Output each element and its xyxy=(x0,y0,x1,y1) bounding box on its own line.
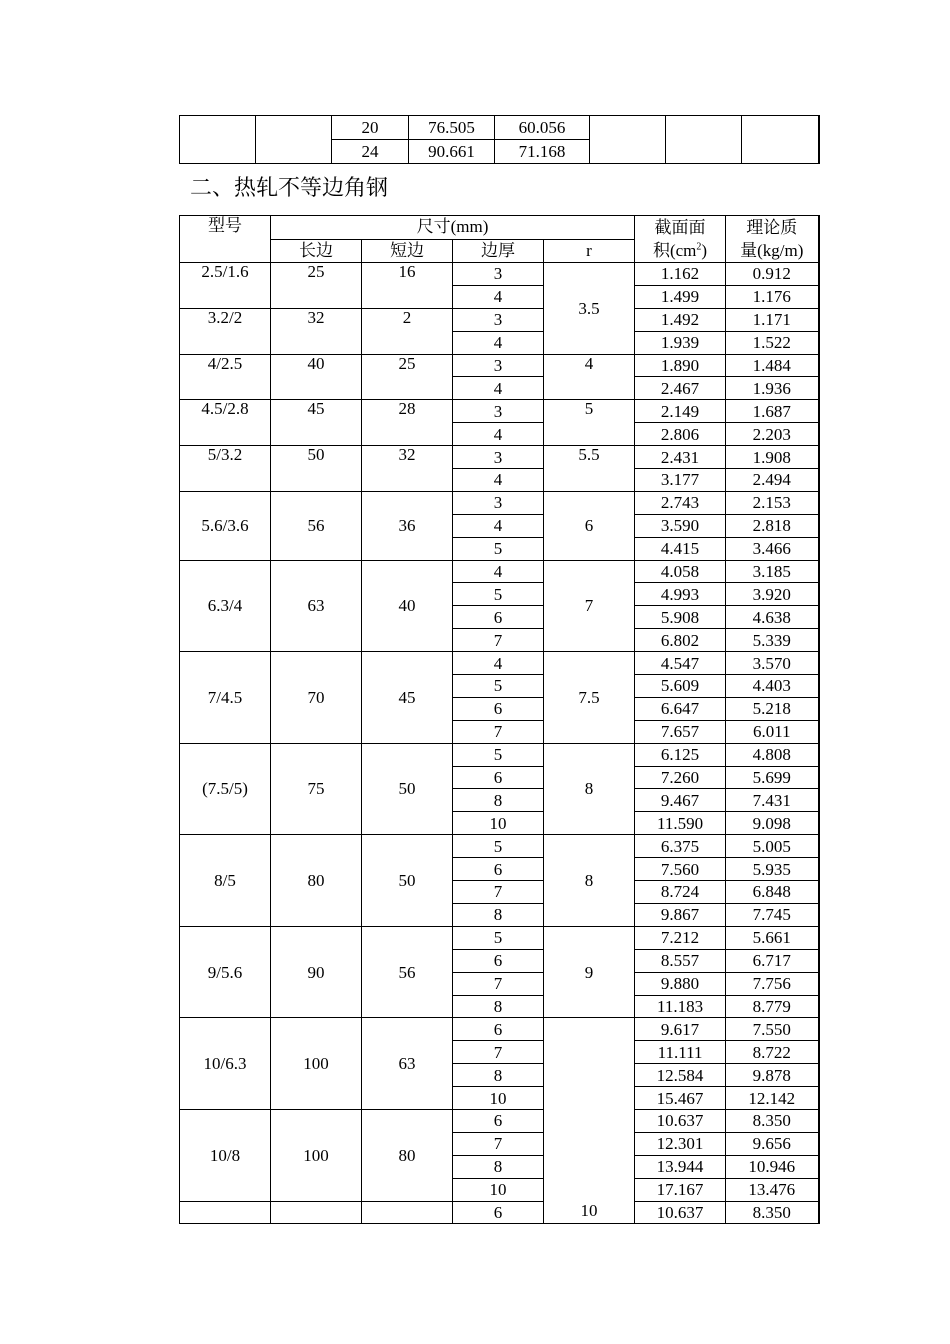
mass-cell: 13.476 xyxy=(726,1178,819,1201)
model-cell: (7.5/5) xyxy=(180,743,271,835)
long-side-cell: 56 xyxy=(271,491,362,560)
area-cell: 7.212 xyxy=(635,926,726,949)
unequal-angle-steel-table xyxy=(179,215,820,1224)
table-row xyxy=(180,446,819,469)
area-cell: 3.590 xyxy=(635,514,726,537)
thickness-cell: 6 xyxy=(453,1018,544,1041)
empty-cell xyxy=(271,1201,362,1224)
model-cell: 5.6/3.6 xyxy=(180,491,271,560)
thickness-cell: 4 xyxy=(453,560,544,583)
area-cell: 4.547 xyxy=(635,652,726,675)
mass-cell: 3.920 xyxy=(726,583,819,606)
thickness-cell: 7 xyxy=(453,972,544,995)
area-cell: 10.637 xyxy=(635,1109,726,1132)
empty-cell xyxy=(362,1201,453,1224)
mass-cell: 5.339 xyxy=(726,629,819,652)
thickness-cell: 6 xyxy=(453,858,544,881)
long-side-cell: 90 xyxy=(271,926,362,1018)
thickness-cell: 7 xyxy=(453,881,544,904)
header-area-line1: 截面面 xyxy=(654,218,706,237)
r-cell: 7 xyxy=(544,560,635,652)
model-cell: 9/5.6 xyxy=(180,926,271,1018)
header-model: 型号 xyxy=(180,216,271,263)
thickness-cell: 4 xyxy=(453,423,544,446)
area-cell: 17.167 xyxy=(635,1178,726,1201)
r-cell: 10 xyxy=(544,1018,635,1224)
area-cell: 11.590 xyxy=(635,812,726,835)
thickness-cell: 7 xyxy=(453,1041,544,1064)
area-cell: 4.415 xyxy=(635,537,726,560)
thickness-cell: 5 xyxy=(453,835,544,858)
area-cell: 3.177 xyxy=(635,469,726,492)
model-cell: 5/3.2 xyxy=(180,446,271,492)
mass-cell: 3.466 xyxy=(726,537,819,560)
thickness-cell: 6 xyxy=(453,606,544,629)
area-cell: 1.162 xyxy=(635,263,726,286)
mass-cell: 5.935 xyxy=(726,858,819,881)
thickness-cell: 10 xyxy=(453,1178,544,1201)
area-cell: 1.939 xyxy=(635,331,726,354)
mass-cell: 6.848 xyxy=(726,881,819,904)
area-cell: 2.149 xyxy=(635,400,726,423)
table-row xyxy=(180,560,819,583)
short-side-cell: 25 xyxy=(362,354,453,400)
table-row xyxy=(180,263,819,286)
header-area xyxy=(635,216,726,263)
mass-cell: 7.431 xyxy=(726,789,819,812)
short-side-cell: 63 xyxy=(362,1018,453,1110)
area-cell: 90.661 xyxy=(409,140,495,164)
area-cell: 7.657 xyxy=(635,720,726,743)
area-cell: 9.880 xyxy=(635,972,726,995)
header-thickness: 边厚 xyxy=(453,239,544,263)
mass-cell: 7.745 xyxy=(726,903,819,926)
r-cell: 8 xyxy=(544,835,635,927)
mass-cell: 2.153 xyxy=(726,491,819,514)
area-cell: 13.944 xyxy=(635,1155,726,1178)
thickness-cell: 3 xyxy=(453,446,544,469)
thickness-cell: 8 xyxy=(453,789,544,812)
area-cell: 5.908 xyxy=(635,606,726,629)
mass-cell: 1.171 xyxy=(726,308,819,331)
table-row xyxy=(180,1018,819,1041)
thickness-cell: 20 xyxy=(332,116,409,140)
long-side-cell: 70 xyxy=(271,652,362,744)
long-side-cell: 50 xyxy=(271,446,362,492)
model-cell: 2.5/1.6 xyxy=(180,263,271,309)
thickness-cell: 5 xyxy=(453,583,544,606)
thickness-cell: 3 xyxy=(453,400,544,423)
area-cell: 9.867 xyxy=(635,903,726,926)
area-cell: 6.647 xyxy=(635,697,726,720)
mass-cell: 2.818 xyxy=(726,514,819,537)
table-row xyxy=(180,491,819,514)
model-cell: 4.5/2.8 xyxy=(180,400,271,446)
mass-cell: 7.756 xyxy=(726,972,819,995)
thickness-cell: 5 xyxy=(453,675,544,698)
mass-cell: 3.570 xyxy=(726,652,819,675)
continuation-table xyxy=(179,115,820,164)
short-side-cell: 40 xyxy=(362,560,453,652)
short-side-cell: 50 xyxy=(362,835,453,927)
short-side-cell: 56 xyxy=(362,926,453,1018)
header-area-line2: 积(cm xyxy=(652,241,697,260)
mass-cell: 0.912 xyxy=(726,263,819,286)
mass-cell: 8.350 xyxy=(726,1201,819,1224)
mass-cell: 7.550 xyxy=(726,1018,819,1041)
mass-cell: 6.717 xyxy=(726,949,819,972)
model-cell: 7/4.5 xyxy=(180,652,271,744)
thickness-cell: 7 xyxy=(453,720,544,743)
header-area-sup: 2 xyxy=(696,241,702,253)
model-cell: 8/5 xyxy=(180,835,271,927)
header-size: 尺寸(mm) xyxy=(271,216,635,240)
area-cell: 9.467 xyxy=(635,789,726,812)
thickness-cell: 8 xyxy=(453,1064,544,1087)
short-side-cell: 16 xyxy=(362,263,453,309)
long-side-cell: 75 xyxy=(271,743,362,835)
area-cell: 2.431 xyxy=(635,446,726,469)
long-side-cell: 80 xyxy=(271,835,362,927)
r-cell: 5 xyxy=(544,400,635,446)
mass-cell: 5.699 xyxy=(726,766,819,789)
mass-cell: 60.056 xyxy=(495,116,590,140)
area-cell: 11.111 xyxy=(635,1041,726,1064)
r-cell: 4 xyxy=(544,354,635,400)
mass-cell: 5.218 xyxy=(726,697,819,720)
mass-cell: 2.203 xyxy=(726,423,819,446)
mass-cell: 4.638 xyxy=(726,606,819,629)
thickness-cell: 4 xyxy=(453,377,544,400)
area-cell: 1.499 xyxy=(635,285,726,308)
area-cell: 15.467 xyxy=(635,1087,726,1110)
model-cell: 10/6.3 xyxy=(180,1018,271,1110)
thickness-cell: 4 xyxy=(453,514,544,537)
long-side-cell: 100 xyxy=(271,1109,362,1201)
r-cell: 5.5 xyxy=(544,446,635,492)
mass-cell: 8.722 xyxy=(726,1041,819,1064)
area-cell: 4.993 xyxy=(635,583,726,606)
model-cell: 10/8 xyxy=(180,1109,271,1201)
mass-cell: 12.142 xyxy=(726,1087,819,1110)
header-area-close: ) xyxy=(701,241,708,260)
short-side-cell: 28 xyxy=(362,400,453,446)
thickness-cell: 8 xyxy=(453,995,544,1018)
thickness-cell: 4 xyxy=(453,331,544,354)
long-side-cell: 100 xyxy=(271,1018,362,1110)
area-cell: 7.560 xyxy=(635,858,726,881)
short-side-cell: 45 xyxy=(362,652,453,744)
area-cell: 8.557 xyxy=(635,949,726,972)
empty-cell xyxy=(180,1201,271,1224)
area-cell: 76.505 xyxy=(409,116,495,140)
thickness-cell: 3 xyxy=(453,491,544,514)
area-cell: 12.301 xyxy=(635,1132,726,1155)
mass-cell: 8.350 xyxy=(726,1109,819,1132)
short-side-cell: 80 xyxy=(362,1109,453,1201)
header-short-side: 短边 xyxy=(362,239,453,263)
table-row xyxy=(180,354,819,377)
empty-cell xyxy=(256,116,332,164)
mass-cell: 1.522 xyxy=(726,331,819,354)
header-mass-line1: 理论质 xyxy=(746,218,798,237)
r-cell: 7.5 xyxy=(544,652,635,744)
mass-cell: 5.661 xyxy=(726,926,819,949)
table-row xyxy=(180,1109,819,1132)
short-side-cell: 32 xyxy=(362,446,453,492)
r-cell: 9 xyxy=(544,926,635,1018)
area-cell: 2.743 xyxy=(635,491,726,514)
area-cell: 1.492 xyxy=(635,308,726,331)
mass-cell: 9.098 xyxy=(726,812,819,835)
area-cell: 9.617 xyxy=(635,1018,726,1041)
thickness-cell: 4 xyxy=(453,285,544,308)
short-side-cell: 36 xyxy=(362,491,453,560)
thickness-cell: 3 xyxy=(453,263,544,286)
thickness-cell: 10 xyxy=(453,1087,544,1110)
mass-cell: 3.185 xyxy=(726,560,819,583)
mass-cell: 1.687 xyxy=(726,400,819,423)
area-cell: 1.890 xyxy=(635,354,726,377)
area-cell: 2.806 xyxy=(635,423,726,446)
mass-cell: 71.168 xyxy=(495,140,590,164)
thickness-cell: 6 xyxy=(453,1109,544,1132)
model-cell: 6.3/4 xyxy=(180,560,271,652)
thickness-cell: 6 xyxy=(453,766,544,789)
long-side-cell: 40 xyxy=(271,354,362,400)
mass-cell: 1.484 xyxy=(726,354,819,377)
model-cell: 4/2.5 xyxy=(180,354,271,400)
area-cell: 4.058 xyxy=(635,560,726,583)
area-cell: 7.260 xyxy=(635,766,726,789)
mass-cell: 1.176 xyxy=(726,285,819,308)
empty-cell xyxy=(666,116,742,164)
header-row xyxy=(180,216,819,240)
r-cell: 8 xyxy=(544,743,635,835)
mass-cell: 9.878 xyxy=(726,1064,819,1087)
model-cell: 3.2/2 xyxy=(180,308,271,354)
area-cell: 6.125 xyxy=(635,743,726,766)
mass-cell: 5.005 xyxy=(726,835,819,858)
long-side-cell: 63 xyxy=(271,560,362,652)
thickness-cell: 3 xyxy=(453,308,544,331)
thickness-cell: 8 xyxy=(453,903,544,926)
mass-cell: 1.936 xyxy=(726,377,819,400)
thickness-cell: 8 xyxy=(453,1155,544,1178)
thickness-cell: 4 xyxy=(453,469,544,492)
table-row xyxy=(180,652,819,675)
thickness-cell: 6 xyxy=(453,1201,544,1224)
r-cell: 3.5 xyxy=(544,263,635,355)
thickness-cell: 5 xyxy=(453,537,544,560)
long-side-cell: 45 xyxy=(271,400,362,446)
table-row xyxy=(180,400,819,423)
long-side-cell: 25 xyxy=(271,263,362,309)
table-row xyxy=(180,743,819,766)
mass-cell: 2.494 xyxy=(726,469,819,492)
section-title: 二、热轧不等边角钢 xyxy=(190,175,389,200)
area-cell: 5.609 xyxy=(635,675,726,698)
area-cell: 12.584 xyxy=(635,1064,726,1087)
thickness-cell: 4 xyxy=(453,652,544,675)
thickness-cell: 5 xyxy=(453,743,544,766)
mass-cell: 4.808 xyxy=(726,743,819,766)
empty-cell xyxy=(590,116,666,164)
mass-cell: 1.908 xyxy=(726,446,819,469)
mass-cell: 9.656 xyxy=(726,1132,819,1155)
table-row xyxy=(180,116,819,140)
area-cell: 6.375 xyxy=(635,835,726,858)
empty-cell xyxy=(180,116,256,164)
mass-cell: 10.946 xyxy=(726,1155,819,1178)
r-cell: 6 xyxy=(544,491,635,560)
mass-cell: 4.403 xyxy=(726,675,819,698)
area-cell: 8.724 xyxy=(635,881,726,904)
short-side-cell: 2 xyxy=(362,308,453,354)
thickness-cell: 6 xyxy=(453,949,544,972)
table-row xyxy=(180,1201,819,1224)
header-mass xyxy=(726,216,819,263)
mass-cell: 8.779 xyxy=(726,995,819,1018)
table-row xyxy=(180,926,819,949)
area-cell: 2.467 xyxy=(635,377,726,400)
header-long-side: 长边 xyxy=(271,239,362,263)
thickness-cell: 5 xyxy=(453,926,544,949)
empty-cell xyxy=(742,116,819,164)
table-row xyxy=(180,835,819,858)
area-cell: 11.183 xyxy=(635,995,726,1018)
short-side-cell: 50 xyxy=(362,743,453,835)
thickness-cell: 3 xyxy=(453,354,544,377)
thickness-cell: 6 xyxy=(453,697,544,720)
header-mass-line2: 量(kg/m) xyxy=(740,241,804,260)
area-cell: 10.637 xyxy=(635,1201,726,1224)
area-cell: 6.802 xyxy=(635,629,726,652)
thickness-cell: 24 xyxy=(332,140,409,164)
long-side-cell: 32 xyxy=(271,308,362,354)
thickness-cell: 7 xyxy=(453,629,544,652)
table-row xyxy=(180,308,819,331)
thickness-cell: 10 xyxy=(453,812,544,835)
header-r: r xyxy=(544,239,635,263)
mass-cell: 6.011 xyxy=(726,720,819,743)
thickness-cell: 7 xyxy=(453,1132,544,1155)
